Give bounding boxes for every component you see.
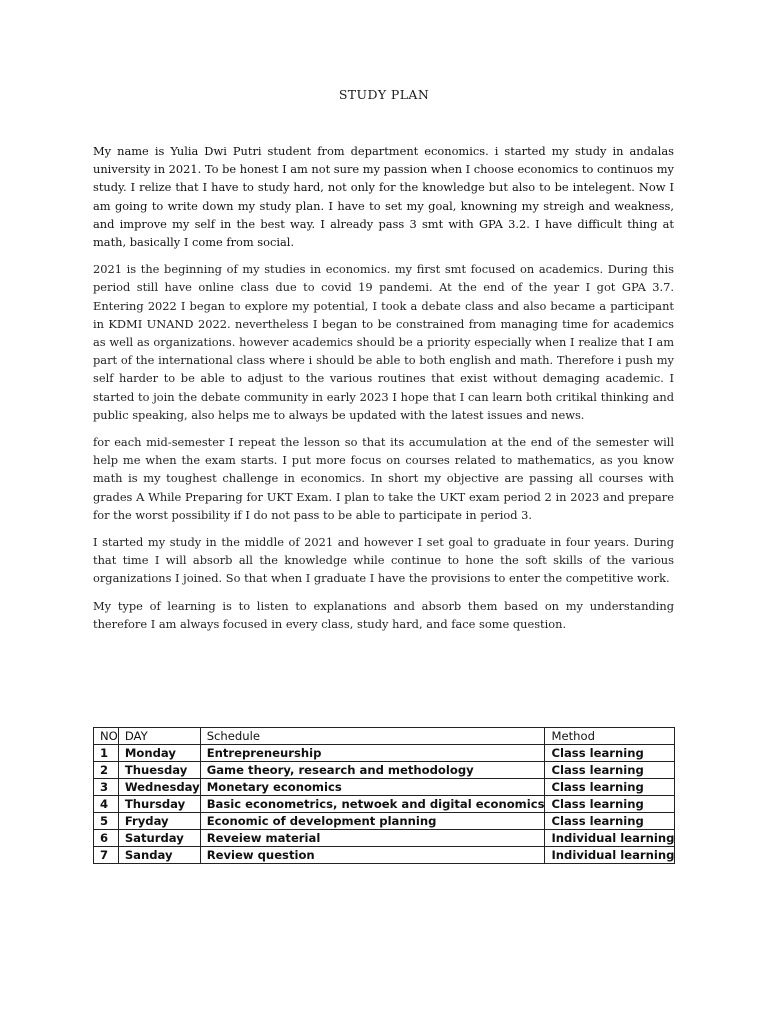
row-schedule: Economic of development planning [200,813,545,830]
paragraph-history: 2021 is the beginning of my studies in economics. my first smt focused on academics. During this period still have online class due to covid 19 pandemi. At the end of the year I got GPA 3.7. Entering 2022 I began to explore my potential, I took a debate class and also became a participant in KDMI UNAND 2022. nevertheless I began to be constrained from managing time for academics as well as organizations. however academics should be a priority especially when I realize that I am part of the international class where i should be able to both english and math. Therefore i push my self harder to be able to adjust to the various routines that exist without demaging academic. I started to join the debate community in early 2023 I hope that I can learn both critikal thinking and public speaking, also helps me to always be updated with the latest issues and news. [93,262,674,422]
row-day: Wednesday [118,779,200,796]
paragraph-objectives: for each mid-semester I repeat the lesson so that its accumulation at the end of the semester will help me when the exam starts. I put more focus on courses related to mathematics, as you know math is my toughest challenge in economics. In short my objective are passing all courses with grades A While Preparing for UKT Exam. I plan to take the UKT exam period 2 in 2023 and prepare for the worst possibility if I do not pass to be able to participate in period 3. [93,435,674,522]
row-schedule: Review question [200,847,545,864]
row-schedule: Monetary economics [200,779,545,796]
row-method: Individual learning [545,830,675,847]
table-row [94,796,675,813]
row-day: Sanday [118,847,200,864]
table-row [94,745,675,762]
paragraph-introduction: My name is Yulia Dwi Putri student from department economics. i started my study in andalas university in 2021. To be honest I am not sure my passion when I choose economics to continuos my study. I relize that I have to study hard, not only for the knowledge but also to be intelegent. Now I am going to write down my study plan. I have to set my goal, knowning my streigh and weakness, and improve my self in the best way. I already pass 3 smt with GPA 3.2. I have difficult thing at math, basically I come from social. [93,144,674,250]
row-day: Saturday [118,830,200,847]
row-day: Thursday [118,796,200,813]
row-number: 5 [94,813,119,830]
row-schedule: Game theory, research and methodology [200,762,545,779]
row-schedule: Reveiew material [200,830,545,847]
row-number: 1 [94,745,119,762]
row-number: 2 [94,762,119,779]
row-method: Class learning [545,779,675,796]
row-number: 4 [94,796,119,813]
table-row [94,779,675,796]
table-header-row [94,728,675,745]
row-day: Fryday [118,813,200,830]
table-row [94,830,675,847]
schedule-table [93,727,675,864]
row-number: 7 [94,847,119,864]
row-method: Class learning [545,796,675,813]
paragraph-graduation-goal: I started my study in the middle of 2021 and however I set goal to graduate in four years. During that time I will absorb all the knowledge while continue to hone the soft skills of the various organizations I joined. So that when I graduate I have the provisions to enter the competitive work. [93,535,674,586]
table-row [94,762,675,779]
row-method: Class learning [545,745,675,762]
page-title: STUDY PLAN [338,87,430,102]
row-day: Monday [118,745,200,762]
row-day: Thuesday [118,762,200,779]
table-row [94,813,675,830]
paragraph-learning-type: My type of learning is to listen to explanations and absorb them based on my understanding therefore I am always focused in every class, study hard, and face some question. [93,598,674,631]
header-day: DAY [118,728,200,745]
header-no: NO [94,728,119,745]
essay-body [93,142,674,642]
row-schedule: Basic econometrics, netwoek and digital economics [200,796,545,813]
table-row [94,847,675,864]
row-schedule: Entrepreneurship [200,745,545,762]
header-schedule: Schedule [200,728,545,745]
row-method: Individual learning [545,847,675,864]
row-number: 6 [94,830,119,847]
row-method: Class learning [545,813,675,830]
row-number: 3 [94,779,119,796]
header-method: Method [545,728,675,745]
row-method: Class learning [545,762,675,779]
